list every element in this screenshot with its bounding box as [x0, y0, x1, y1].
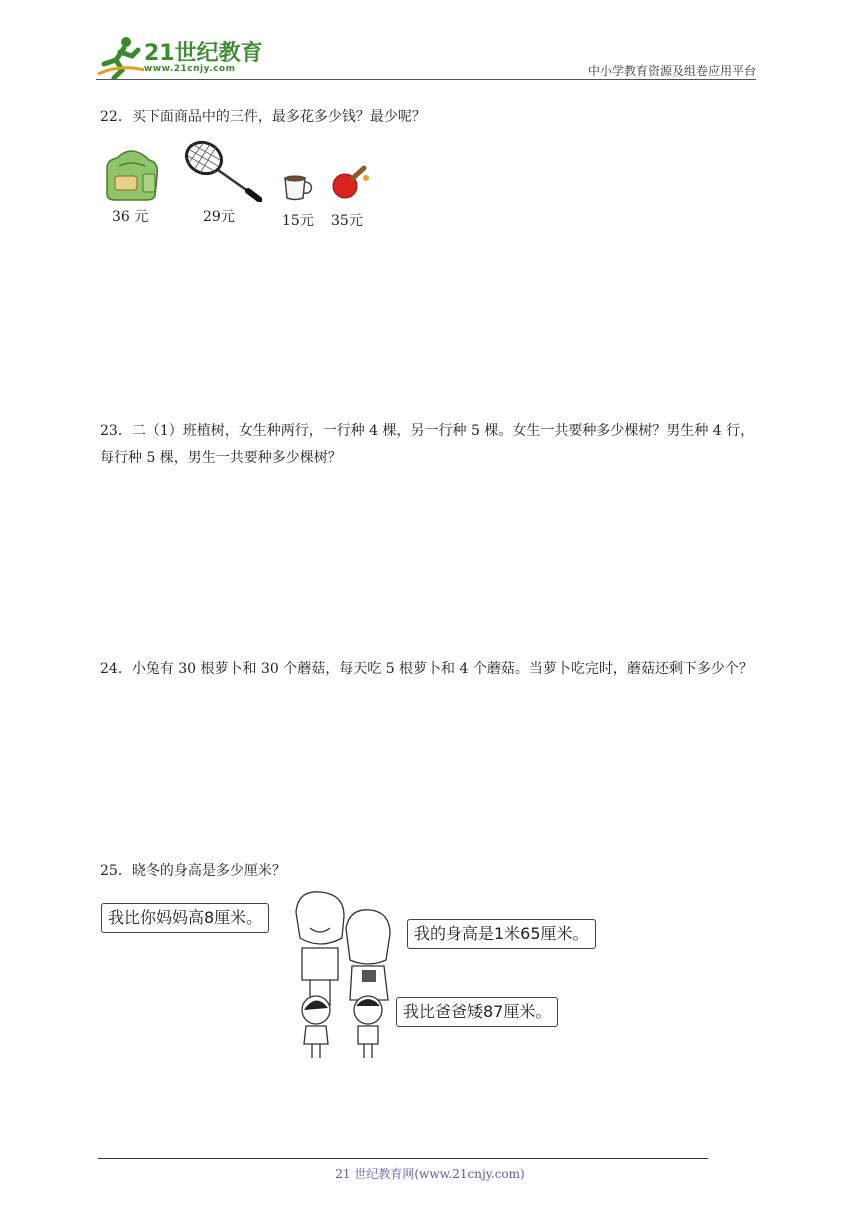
header-divider — [96, 79, 756, 80]
speech-bubble-child: 我比爸爸矮87厘米。 — [396, 997, 558, 1027]
speech-bubble-mom: 我的身高是1米65厘米。 — [407, 919, 596, 949]
question-25: 25．晓冬的身高是多少厘米？ — [100, 863, 286, 879]
cup-icon — [282, 174, 314, 202]
ping-pong-paddle-icon — [330, 164, 370, 204]
platform-title: 中小学教育资源及组卷应用平台 — [587, 64, 756, 78]
backpack-icon — [103, 146, 161, 202]
speech-bubble-dad: 我比你妈妈高8厘米。 — [101, 903, 269, 933]
badminton-racket-icon — [182, 140, 262, 202]
question-23: 23．二（1）班植树，女生种两行，一行种 4 棵，另一行种 5 棵。女生一共要种多少棵树？男生种 4 行，每行种 5 棵，男生一共要种多少棵树？ — [100, 423, 755, 466]
price-paddle: 35元 — [331, 213, 363, 229]
price-racket: 29元 — [203, 209, 235, 225]
logo-text: 21世纪教育 — [144, 41, 263, 66]
footer-text: 21 世纪教育网(www.21cnjy.com) — [335, 1167, 525, 1181]
logo-url: www.21cnjy.com — [144, 64, 236, 74]
price-cup: 15元 — [282, 213, 314, 229]
question-22: 22．买下面商品中的三件，最多花多少钱？最少呢？ — [100, 109, 426, 125]
question-24: 24．小兔有 30 根萝卜和 30 个蘑菇，每天吃 5 根萝卜和 4 个蘑菇。当萝卜吃完时，蘑菇还剩下多少个？ — [100, 661, 753, 677]
price-backpack: 36 元 — [112, 209, 149, 225]
logo-runner-icon — [96, 34, 146, 80]
footer-divider — [98, 1158, 708, 1159]
family-illustration — [288, 888, 398, 1062]
